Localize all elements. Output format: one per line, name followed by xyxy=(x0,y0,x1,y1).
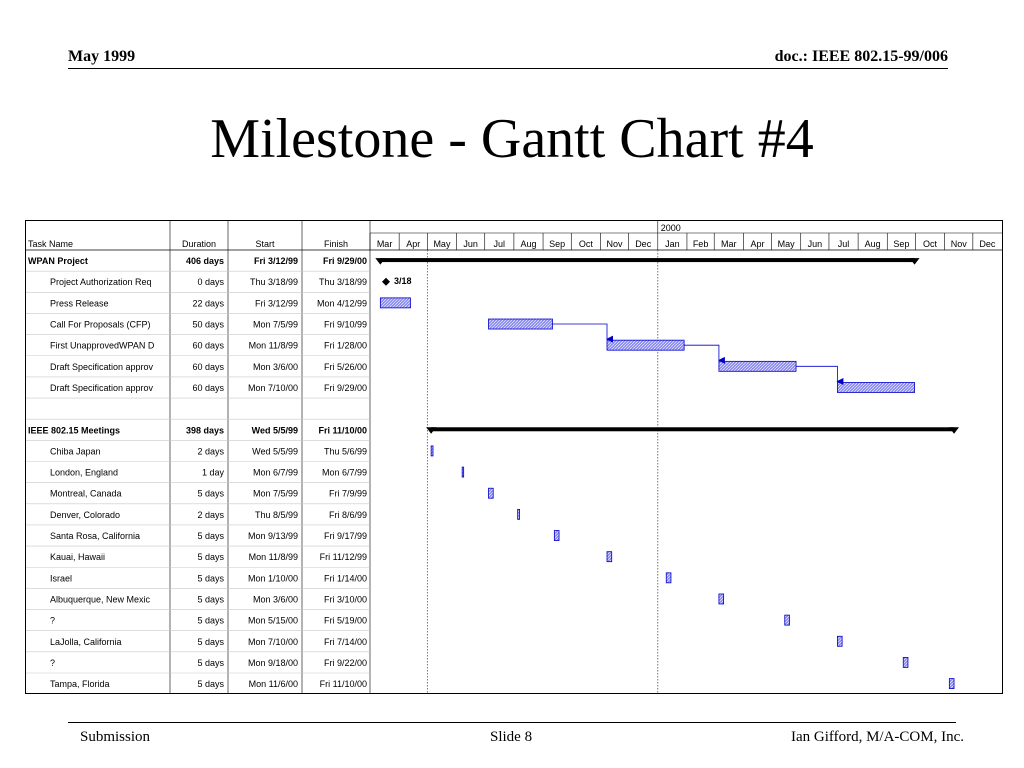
dependency-arrow xyxy=(796,366,837,381)
task-finish: Mon 4/12/99 xyxy=(316,298,367,309)
task-name: Denver, Colorado xyxy=(50,509,121,520)
month-label: Nov xyxy=(606,239,623,249)
task-name: ? xyxy=(50,615,56,626)
task-duration: 60 days xyxy=(192,340,224,351)
task-finish: Fri 11/10/00 xyxy=(318,425,367,436)
task-name: Tampa, Florida xyxy=(50,679,110,690)
month-label: Mar xyxy=(376,239,393,249)
task-bar xyxy=(431,446,433,456)
task-start: Mon 7/5/99 xyxy=(252,319,298,330)
task-bar xyxy=(607,340,684,350)
footer-author: Ian Gifford, M/A-COM, Inc. xyxy=(790,729,964,745)
task-start: Wed 5/5/99 xyxy=(251,425,298,436)
task-finish: Fri 9/17/99 xyxy=(323,531,367,542)
task-name: ? xyxy=(50,657,56,668)
dependency-arrow xyxy=(684,345,719,360)
slide-title: Milestone - Gantt Chart #4 xyxy=(210,108,814,170)
task-name: London, England xyxy=(50,467,119,478)
column-header: Duration xyxy=(181,239,217,249)
task-bar xyxy=(719,594,724,604)
task-bar xyxy=(380,298,410,308)
task-bar xyxy=(489,488,494,498)
task-duration: 5 days xyxy=(197,636,224,647)
month-label: Jun xyxy=(463,239,478,249)
task-bar xyxy=(554,531,559,541)
month-label: May xyxy=(433,239,451,249)
task-duration: 5 days xyxy=(197,552,224,563)
column-header: Task Name xyxy=(28,239,74,249)
month-label: Jan xyxy=(665,239,680,249)
task-finish: Fri 9/10/99 xyxy=(323,319,367,330)
milestone-label: 3/18 xyxy=(393,276,412,287)
task-finish: Fri 9/29/00 xyxy=(323,382,367,393)
task-bar xyxy=(607,552,612,562)
timescale-year-label: 2000 xyxy=(660,223,681,233)
task-duration: 50 days xyxy=(192,319,224,330)
timescale xyxy=(370,221,1002,250)
summary-bar xyxy=(380,258,914,262)
header-doc-id: doc.: IEEE 802.15-99/006 xyxy=(774,48,948,65)
month-label: Apr xyxy=(406,239,421,249)
grid-layer xyxy=(26,221,1002,694)
task-bar xyxy=(949,679,954,689)
task-bar xyxy=(666,573,671,583)
task-finish: Fri 8/6/99 xyxy=(328,509,367,520)
task-finish: Thu 5/6/99 xyxy=(323,446,367,457)
task-name: Montreal, Canada xyxy=(50,488,122,499)
task-duration: 0 days xyxy=(197,277,224,288)
milestone-diamond xyxy=(382,278,390,286)
gantt-chart xyxy=(25,220,1003,694)
task-duration: 398 days xyxy=(185,425,224,436)
task-start: Mon 3/6/00 xyxy=(252,594,298,605)
footer-submission: Submission xyxy=(80,729,151,745)
task-name: Santa Rosa, California xyxy=(50,531,141,542)
task-start: Fri 3/12/99 xyxy=(254,298,298,309)
task-finish: Mon 6/7/99 xyxy=(321,467,367,478)
task-finish: Fri 11/12/99 xyxy=(319,552,367,563)
month-label: Nov xyxy=(950,239,967,249)
month-label: Apr xyxy=(750,239,765,249)
header-date: May 1999 xyxy=(68,48,136,65)
task-finish: Fri 5/26/00 xyxy=(323,361,367,372)
task-finish: Fri 5/19/00 xyxy=(323,615,367,626)
task-start: Mon 1/10/00 xyxy=(247,573,298,584)
month-label: Jul xyxy=(493,239,506,249)
task-duration: 406 days xyxy=(185,256,224,267)
task-table xyxy=(28,239,367,689)
task-name: Chiba Japan xyxy=(50,446,101,457)
month-label: Jul xyxy=(837,239,850,249)
month-label: Dec xyxy=(635,239,652,249)
task-finish: Fri 9/22/00 xyxy=(323,657,367,668)
task-bar xyxy=(518,509,520,519)
task-name: Kauai, Hawaii xyxy=(50,552,106,563)
task-start: Mon 9/18/00 xyxy=(247,657,298,668)
task-name: Albuquerque, New Mexic xyxy=(50,594,151,605)
task-duration: 5 days xyxy=(197,679,224,690)
footer-slide-number: Slide 8 xyxy=(490,729,533,745)
task-duration: 5 days xyxy=(197,657,224,668)
task-start: Mon 9/13/99 xyxy=(247,531,298,542)
task-finish: Fri 11/10/00 xyxy=(319,679,367,690)
task-name: Draft Specification approv xyxy=(50,382,154,393)
month-label: Sep xyxy=(549,239,566,249)
task-duration: 60 days xyxy=(192,382,224,393)
month-label: Aug xyxy=(864,239,881,249)
task-start: Wed 5/5/99 xyxy=(252,446,298,457)
task-start: Mon 11/8/99 xyxy=(248,340,298,351)
task-name: IEEE 802.15 Meetings xyxy=(28,425,121,436)
task-duration: 5 days xyxy=(197,573,224,584)
task-start: Thu 3/18/99 xyxy=(249,277,298,288)
task-name: Israel xyxy=(50,573,73,584)
month-label: Sep xyxy=(893,239,910,249)
bar-layer xyxy=(375,258,959,689)
task-finish: Fri 7/14/00 xyxy=(323,636,367,647)
column-header: Start xyxy=(255,239,275,249)
task-start: Mon 7/5/99 xyxy=(252,488,298,499)
task-finish: Fri 1/14/00 xyxy=(323,573,367,584)
task-name: Call For Proposals (CFP) xyxy=(50,319,151,330)
month-label: Dec xyxy=(979,239,996,249)
task-start: Mon 3/6/00 xyxy=(252,361,298,372)
task-bar xyxy=(462,467,464,477)
month-label: May xyxy=(777,239,795,249)
task-start: Mon 7/10/00 xyxy=(247,636,298,647)
task-duration: 5 days xyxy=(197,615,224,626)
task-bar xyxy=(489,319,553,329)
month-label: Oct xyxy=(578,239,593,249)
month-label: Oct xyxy=(923,239,938,249)
task-start: Mon 11/8/99 xyxy=(248,552,298,563)
gantt-svg xyxy=(26,221,1003,694)
task-name: Draft Specification approv xyxy=(50,361,154,372)
task-finish: Fri 1/28/00 xyxy=(323,340,367,351)
task-duration: 5 days xyxy=(197,488,224,499)
task-duration: 5 days xyxy=(197,531,224,542)
task-name: LaJolla, California xyxy=(50,636,122,647)
task-finish: Fri 3/10/00 xyxy=(323,594,367,605)
task-start: Mon 7/10/00 xyxy=(247,382,298,393)
dependency-arrow xyxy=(552,324,607,339)
task-name: Press Release xyxy=(50,298,109,309)
month-label: Jun xyxy=(807,239,823,249)
header-divider xyxy=(68,68,948,69)
task-finish: Fri 9/29/00 xyxy=(322,256,367,267)
task-start: Fri 3/12/99 xyxy=(253,256,298,267)
task-start: Mon 5/15/00 xyxy=(247,615,298,626)
task-duration: 2 days xyxy=(197,446,224,457)
month-label: Feb xyxy=(692,239,709,249)
task-duration: 5 days xyxy=(197,594,224,605)
task-start: Mon 6/7/99 xyxy=(252,467,298,478)
footer-divider xyxy=(68,722,956,723)
task-start: Mon 11/6/00 xyxy=(248,679,298,690)
task-bar xyxy=(719,361,796,371)
task-duration: 22 days xyxy=(192,298,224,309)
task-duration: 60 days xyxy=(192,361,224,372)
summary-bar xyxy=(431,427,954,431)
task-bar xyxy=(903,657,908,667)
month-label: Mar xyxy=(721,239,737,249)
task-name: Project Authorization Req xyxy=(50,277,152,288)
task-finish: Thu 3/18/99 xyxy=(318,277,367,288)
task-bar xyxy=(785,615,790,625)
task-duration: 2 days xyxy=(197,509,224,520)
task-bar xyxy=(837,636,842,646)
task-duration: 1 day xyxy=(201,467,224,478)
task-name: WPAN Project xyxy=(28,256,88,267)
month-label: Aug xyxy=(520,239,537,249)
task-finish: Fri 7/9/99 xyxy=(328,488,367,499)
column-header: Finish xyxy=(323,239,349,249)
task-bar xyxy=(837,382,914,392)
task-name: First UnapprovedWPAN D xyxy=(50,340,155,351)
task-start: Thu 8/5/99 xyxy=(254,509,298,520)
